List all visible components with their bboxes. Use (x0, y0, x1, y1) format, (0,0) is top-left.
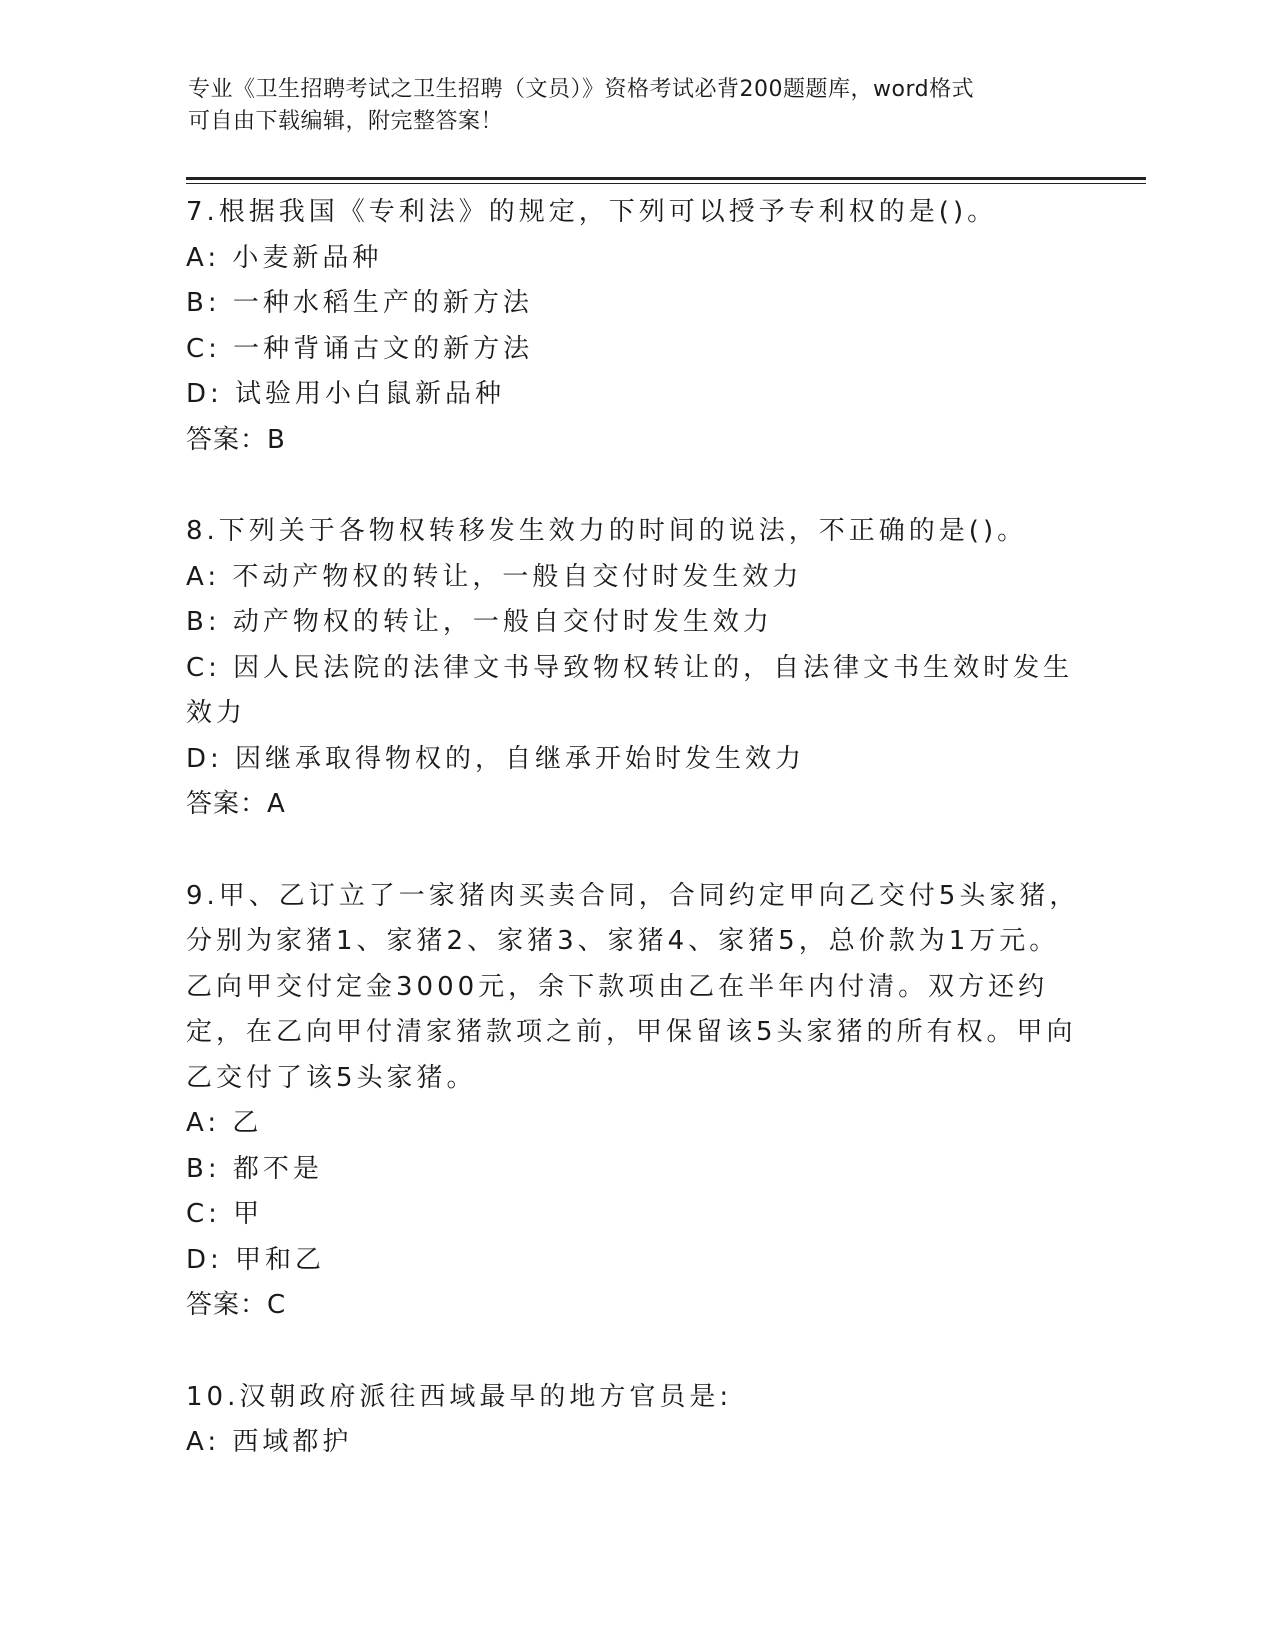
option-c: C: 甲 (186, 1199, 264, 1229)
question-stem: 9.甲、乙订立了一家猪肉买卖合同，合同约定甲向乙交付5头家猪，分别为家猪1、家猪2、家猪3、家猪4、家猪5，总价款为1万元。乙向甲交付定金3000元，余下款项由乙在半年内付清。双方还约定，在乙向甲付清家猪款项之前，甲保留该5头家猪的所有权。甲向乙交付了该5头家猪。 (186, 880, 1080, 1093)
header-line-1: 专业《卫生招聘考试之卫生招聘（文员）》资格考试必背200题题库，word格式 (188, 77, 975, 102)
question-stem: 10.汉朝政府派往西域最早的地方官员是: (186, 1381, 733, 1412)
question-9 (186, 874, 1086, 1329)
option-b: B: 一种水稻生产的新方法 (186, 288, 533, 318)
question-8 (186, 509, 1086, 828)
option-d: D: 试验用小白鼠新品种 (186, 379, 506, 409)
question-10 (186, 1375, 1086, 1466)
option-c: C: 因人民法院的法律文书导致物权转让的，自法律文书生效时发生效力 (186, 652, 1074, 728)
option-d: D: 甲和乙 (186, 1244, 326, 1275)
answer-text: 答案：B (186, 424, 286, 455)
answer-text: 答案：C (186, 1290, 287, 1320)
option-b: B: 动产物权的转让，一般自交付时发生效力 (186, 607, 773, 637)
header-line-2: 可自由下载编辑，附完整答案！ (188, 109, 504, 134)
answer-text: 答案：A (186, 789, 286, 819)
option-a: A: 西域都护 (186, 1427, 353, 1457)
option-b: B: 都不是 (186, 1153, 323, 1184)
option-c: C: 一种背诵古文的新方法 (186, 333, 534, 364)
option-d: D: 因继承取得物权的，自继承开始时发生效力 (186, 743, 806, 774)
option-a: A: 乙 (186, 1108, 263, 1138)
header-rule-thin (186, 183, 1146, 184)
question-7 (186, 190, 1086, 463)
header-rule-thick (186, 177, 1146, 180)
option-a: A: 不动产物权的转让，一般自交付时发生效力 (186, 561, 803, 592)
option-a: A: 小麦新品种 (186, 242, 383, 273)
question-list (186, 190, 1086, 1512)
question-stem: 7.根据我国《专利法》的规定，下列可以授予专利权的是()。 (186, 197, 998, 227)
question-stem: 8.下列关于各物权转移发生效力的时间的说法，不正确的是()。 (186, 516, 1028, 546)
document-header (188, 74, 1068, 138)
